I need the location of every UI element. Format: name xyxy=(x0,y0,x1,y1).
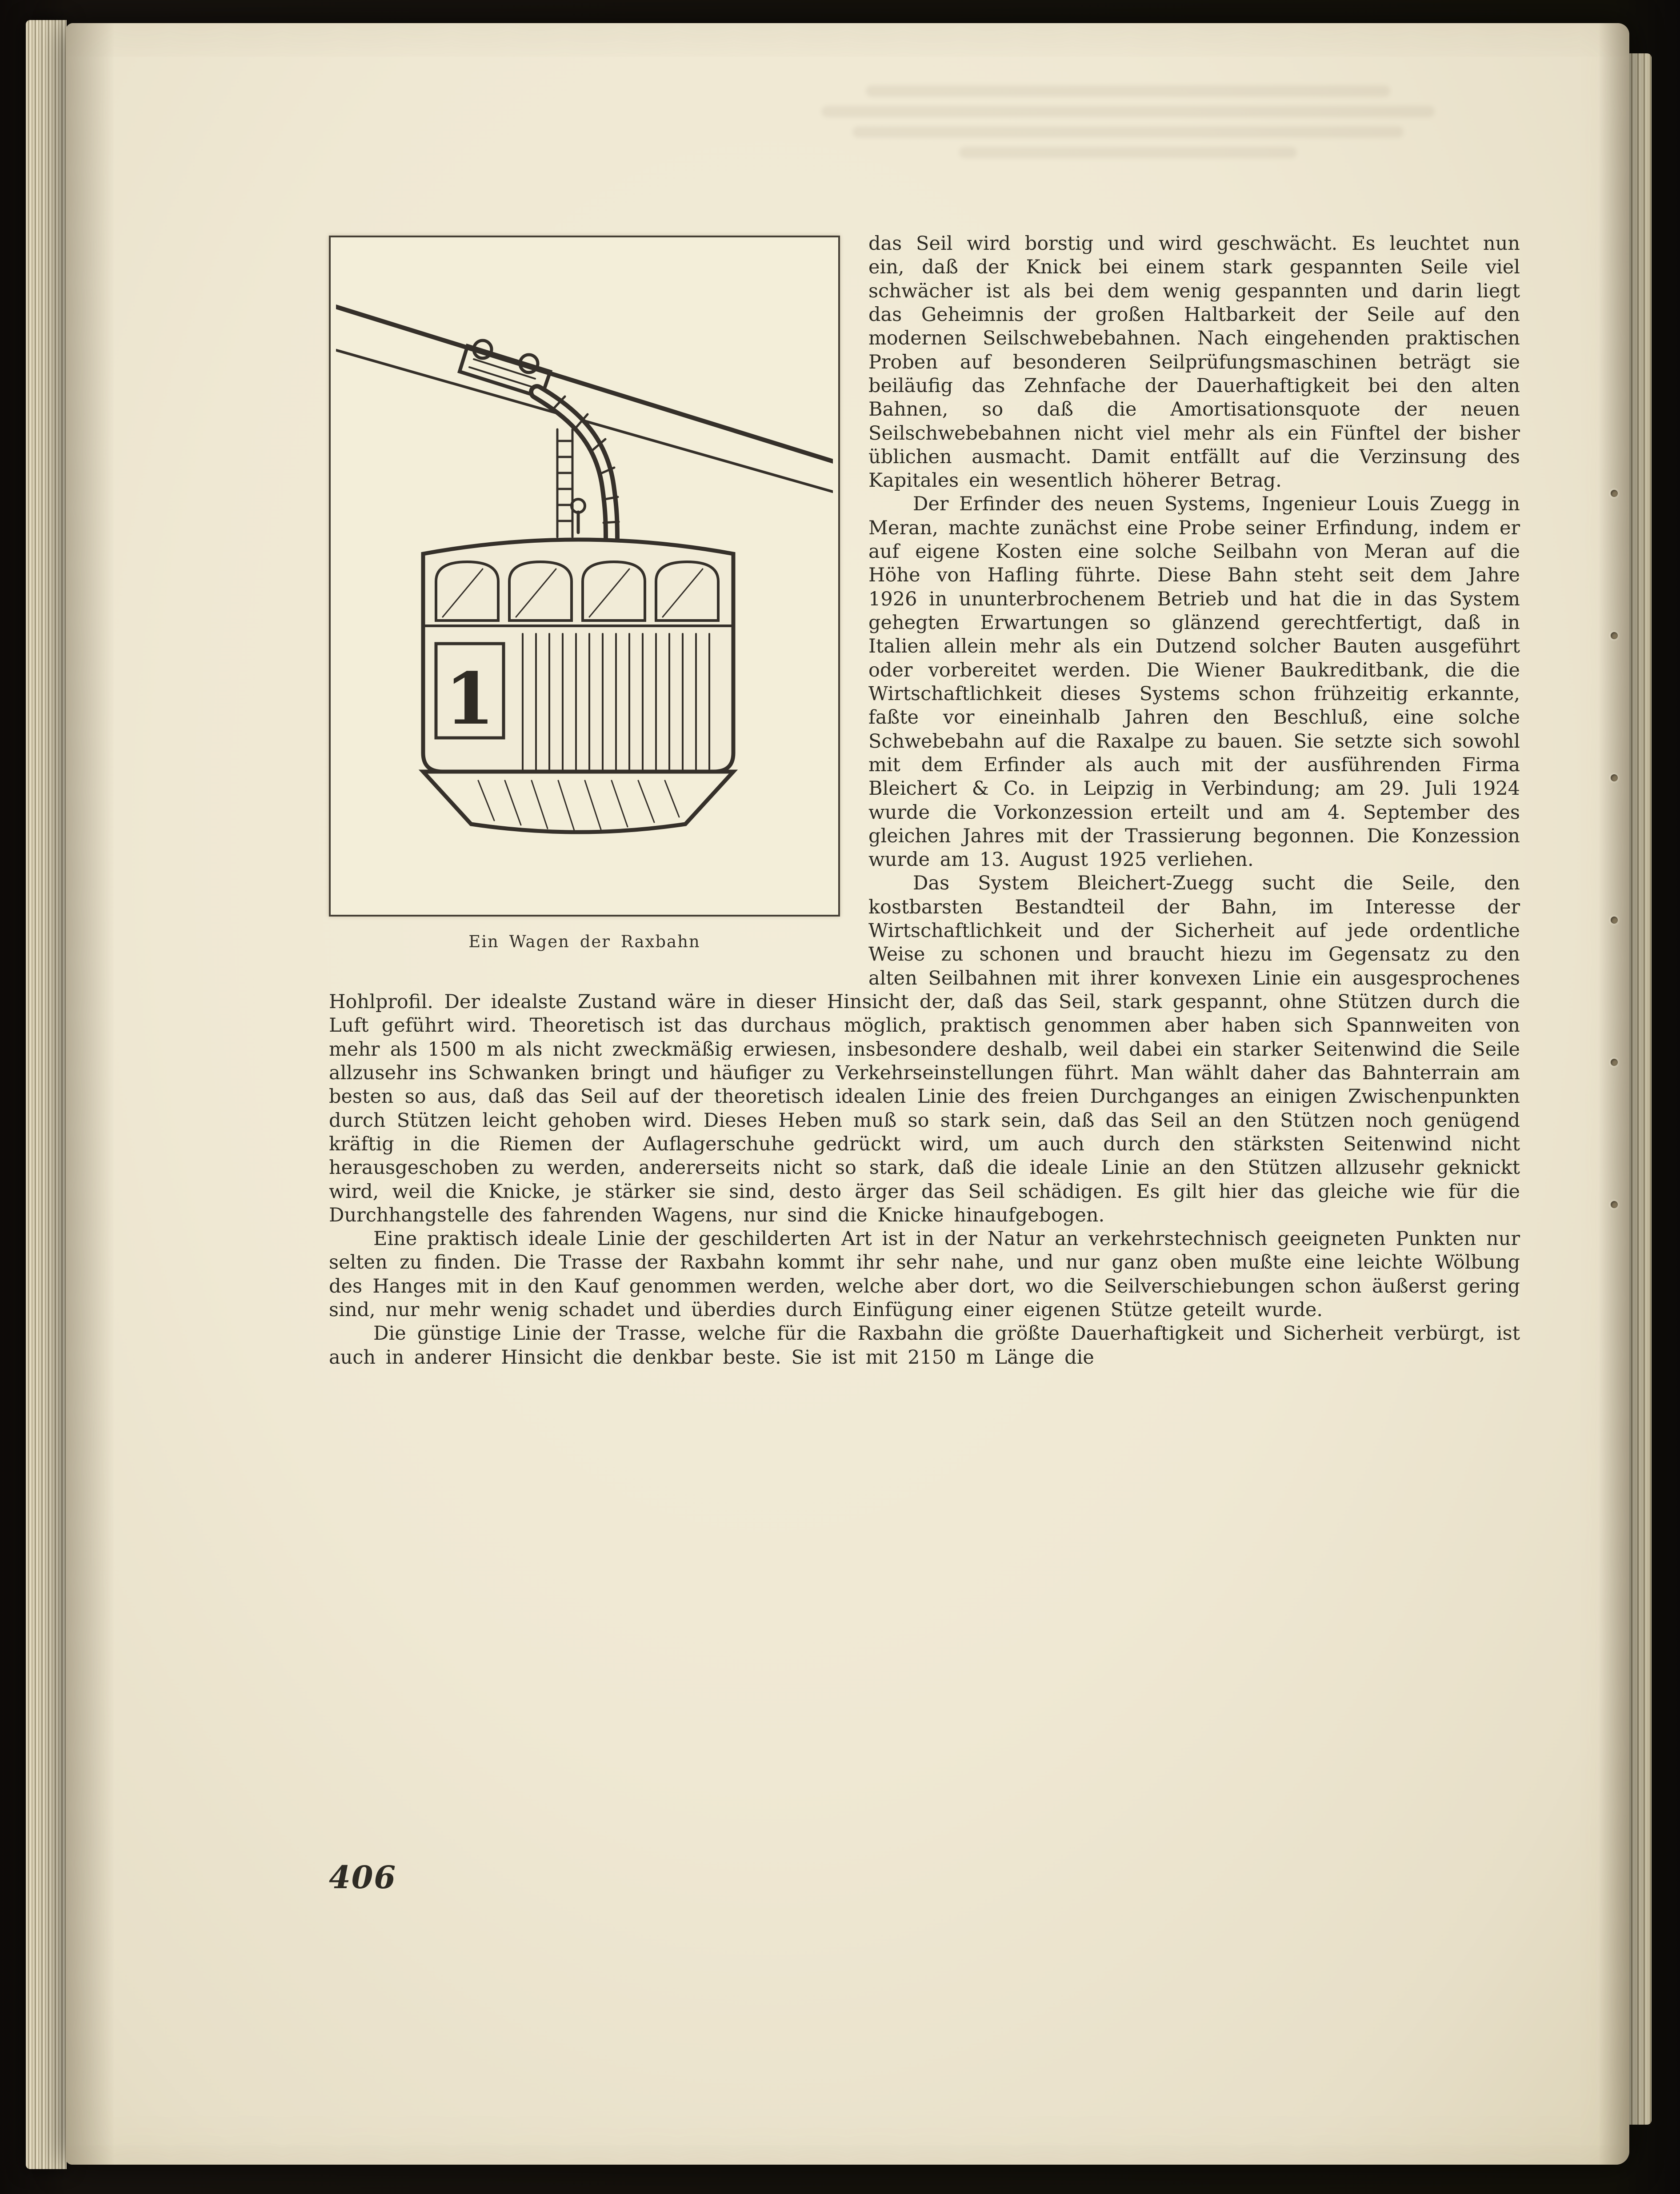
show-through-text xyxy=(795,76,1461,167)
figure-frame xyxy=(329,236,840,917)
paragraph: Die günstige Linie der Trasse, welche für die Raxbahn die größte Dauerhaftigkeit und Sicherheit verbürgt, ist auch in anderer Hinsicht die denkbar beste. Sie ist mit 2150 m Länge die xyxy=(329,1322,1520,1369)
page-edges-right xyxy=(1628,53,1652,2125)
paragraph: das Seil wird borstig und wird geschwächt. Es leuchtet nun ein, daß der Knick bei einem stark gespannten Seile viel schwächer ist als bei dem wenig gespannten und darin liegt das Geheimnis der großen Haltbarkeit der Seile auf den modernen Seilschwebebahnen. Nach eingehenden praktischen Proben auf besonderen Seilprüfungsmaschinen beträgt sie beiläufig das Zehnfache der Dauerhaftigkeit bei den alten Bahnen, so daß die Amortisationsquote der neuen Seilschwebebahnen nicht viel mehr als ein Fünftel der bisher üblichen ausmacht. Damit entfällt auf die Verzinsung des Kapitales ein wesentlich höherer Betrag. xyxy=(868,232,1520,492)
stitch-hole xyxy=(1611,490,1618,497)
skirt-hatching xyxy=(478,781,679,830)
page-edges-left xyxy=(26,20,67,2169)
figure-caption: Ein Wagen der Raxbahn xyxy=(468,932,700,951)
book-page xyxy=(66,23,1629,2165)
stitch-hole xyxy=(1611,632,1618,639)
ladder xyxy=(557,429,572,537)
cabin xyxy=(423,499,733,832)
cable-car-figure xyxy=(329,236,840,952)
paragraph: Das System Bleichert-Zuegg sucht die Seile, den kostbarsten Bestandteil der Bahn, im Interesse der Wirtschaftlichkeit und der Sicherheit auf jede ordentliche Weise zu schonen und braucht hiezu im Gegensatz zu den alten Seilbahnen mit ihrer konvexen Linie ein ausgesprochenes Hohlprofil. Der idealste Zustand wäre in dieser Hinsicht der, daß das Seil, stark gespannt, ohne Stützen durch die Luft geführt wird. Theoretisch ist das durchaus möglich, praktisch genommen aber haben sich Spannweiten von mehr als 1500 m als nicht zweckmäßig erwiesen, insbesondere deshalb, weil dabei ein starker Seitenwind die Seile allzusehr ins Schwanken bringt und häufiger zu Verkehrseinstellungen führt. Man wählt daher das Bahnterrain am besten so aus, daß das Seil auf der theoretisch idealen Linie des freien Durchganges an einigen Zwischenpunkten durch Stützen leicht gehoben wird. Dieses Heben muß so stark sein, daß das Seil an den Stützen noch genügend kräftig in die Riemen der Auflagerschuhe gedrückt wird, um auch durch den stärksten Seitenwind nicht herausgeschoben zu werden, andererseits nicht so stark, daß die ideale Linie an den Stützen allzusehr geknickt wird, weil die Knicke, je stärker sie sind, desto ärger das Seil schädigen. Es gilt hier das gleiche wie für die Durchhangstelle des fahrenden Wagens, nur sind die Knicke hinaufgebogen. xyxy=(329,872,1520,1226)
paragraph: Eine praktisch ideale Linie der geschilderten Art ist in der Natur an verkehrstechnisch geeigneten Punkten nur selten zu finden. Die Trasse der Raxbahn kommt ihr sehr nahe, und nur ganz oben mußte eine leichte Wölbung des Hanges mit in den Kauf genommen werden, welche aber dort, wo die Seilverschiebungen schon äußerst gering sind, nur mehr wenig schadet und überdies durch Einfügung einer eigenen Stütze geteilt wurde. xyxy=(329,1228,1520,1321)
cabin-number: 1 xyxy=(445,657,495,741)
stitch-hole xyxy=(1611,774,1618,781)
cable-car-illustration xyxy=(336,243,833,909)
show-through-line xyxy=(852,126,1404,138)
show-through-line xyxy=(821,106,1435,117)
stitch-hole xyxy=(1611,1201,1618,1208)
stitch-hole xyxy=(1611,1059,1618,1066)
paragraph: Der Erfinder des neuen Systems, Ingenieur Louis Zuegg in Meran, machte zunächst eine Probe seiner Erfindung, indem er auf eigene Kosten eine solche Seilbahn von Meran auf die Höhe von Hafling führte. Diese Bahn steht seit dem Jahre 1926 in ununterbrochenem Betrieb und hat die in das System gehegten Erwartungen so glänzend gerechtfertigt, daß in Italien allein mehr als ein Dutzend solcher Bauten ausgeführt oder vorbereitet werden. Die Wiener Baukreditbank, die die Wirtschaftlichkeit dieses Systems schon frühzeitig erkannte, faßte vor eineinhalb Jahren den Beschluß, eine solche Schwebebahn auf die Raxalpe zu bauen. Sie setzte sich sowohl mit dem Erfinder als auch mit der ausführenden Firma Bleichert & Co. in Leipzig in Verbindung; am 29. Juli 1924 wurde die Vorkonzession erteilt und am 4. September des gleichen Jahres mit der Trassierung begonnen. Die Konzession wurde am 13. August 1925 verliehen. xyxy=(868,493,1520,871)
stitch-hole xyxy=(1611,917,1618,924)
cable-lines xyxy=(336,304,833,494)
page-content xyxy=(329,232,1520,1369)
page-number: 406 xyxy=(329,1859,397,1896)
show-through-line xyxy=(959,147,1297,158)
show-through-line xyxy=(866,85,1390,97)
